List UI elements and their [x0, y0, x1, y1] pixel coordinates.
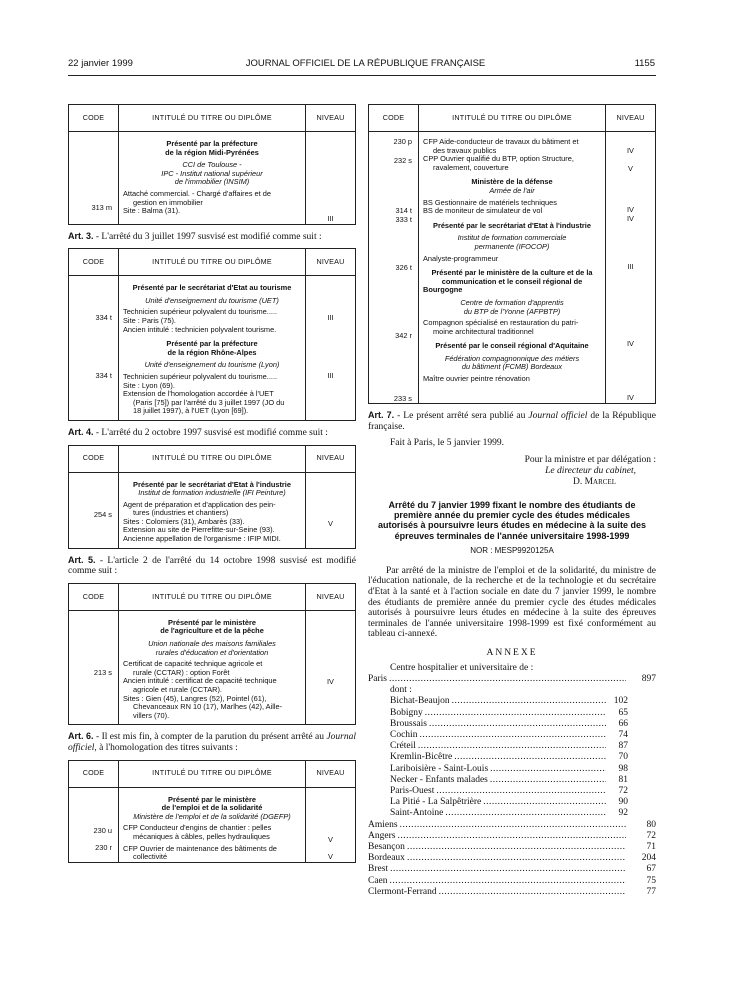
- paris-sites-list: [368, 696, 656, 819]
- section-heading: Présenté par le conseil régional d'Aquitaine: [435, 341, 589, 351]
- leader-dots: [436, 786, 606, 797]
- list-item: [368, 876, 656, 887]
- col-header-code: CODE: [69, 249, 119, 276]
- header-date: 22 janvier 1999: [68, 58, 133, 69]
- article-text: - L'arrêté du 2 octobre 1997 susvisé est modifié comme suit :: [93, 427, 328, 438]
- student-count: 70: [618, 752, 628, 763]
- col-header-intitule: INTITULÉ DU TITRE OU DIPLÔME: [419, 105, 606, 132]
- section-heading: Présenté par le secrétariat d'Etat à l'industrie: [433, 220, 591, 230]
- diploma-note: Ancien intitulé : certificat de capacité technique: [123, 676, 277, 686]
- diploma-level: V: [628, 163, 633, 173]
- diploma-code: 254 s: [93, 509, 112, 519]
- student-count: 87: [618, 741, 628, 752]
- diploma-level: IV: [327, 676, 334, 686]
- section-heading: Présenté par le secrétariat d'Etat au tourisme: [132, 283, 292, 293]
- diploma-site: Site : Paris (75).: [123, 315, 176, 325]
- student-count: 75: [646, 875, 656, 886]
- article-text: , à l'homologation des titres suivants :: [94, 742, 238, 753]
- article-5: [68, 555, 356, 577]
- diploma-code: 314 t: [395, 206, 412, 216]
- article-text: - Il est mis fin, à compter de la parution du présent arrêté au: [93, 732, 327, 743]
- organism-name: rurales d'éducation et d'orientation: [155, 647, 269, 657]
- chu-name: Créteil: [390, 741, 416, 752]
- diploma-code: 313 m: [91, 203, 112, 212]
- col-header-niveau: NIVEAU: [606, 105, 656, 132]
- organism-name: Ministère de l'emploi et de la solidarité (DGEFP): [133, 811, 291, 821]
- student-count: 72: [646, 830, 656, 841]
- diploma-level: III: [327, 214, 334, 223]
- section-heading: Présenté par le ministère: [168, 617, 256, 627]
- student-count: 65: [618, 707, 628, 718]
- diploma-code: 334 t: [95, 313, 112, 323]
- diploma-title: Maître ouvrier peintre rénovation: [423, 374, 530, 384]
- list-item: [368, 887, 656, 898]
- leader-dots: [425, 708, 606, 719]
- leader-dots: [390, 864, 626, 875]
- chu-name: Bichat-Beaujon: [390, 696, 450, 707]
- student-count: 81: [618, 774, 628, 785]
- col-header-niveau: NIVEAU: [306, 105, 356, 132]
- article-label: Art. 4.: [68, 426, 94, 437]
- diploma-title: Attaché commercial. - Chargé d'affaires et de: [123, 188, 271, 198]
- left-column: [68, 104, 356, 863]
- list-item: [368, 696, 628, 707]
- chu-name: Caen: [368, 875, 388, 886]
- diploma-title: BS Gestionnaire de matériels techniques: [423, 197, 557, 207]
- diploma-code: 333 t: [395, 214, 412, 224]
- col-header-intitule: INTITULÉ DU TITRE OU DIPLÔME: [119, 583, 306, 610]
- student-count: 92: [618, 808, 628, 819]
- leader-dots: [490, 764, 606, 775]
- cities-list: [368, 820, 656, 898]
- diploma-level: III: [327, 313, 334, 323]
- section-heading: communication et le conseil régional de: [441, 276, 583, 286]
- student-count: 72: [618, 785, 628, 796]
- diploma-table-1: [68, 104, 356, 225]
- diploma-site: Site : Balma (31).: [123, 206, 181, 216]
- col-header-intitule: INTITULÉ DU TITRE OU DIPLÔME: [119, 105, 306, 132]
- table-row: [69, 132, 356, 225]
- leader-dots: [407, 842, 626, 853]
- list-item: [368, 764, 628, 775]
- leader-dots: [397, 831, 626, 842]
- list-item: [368, 741, 628, 752]
- chu-name: Paris-Ouest: [390, 785, 435, 796]
- diploma-code: 326 t: [395, 263, 412, 273]
- diploma-level: V: [328, 518, 333, 528]
- header-journal-title: JOURNAL OFFICIEL DE LA RÉPUBLIQUE FRANÇAISE: [245, 58, 486, 69]
- student-count: 66: [618, 718, 628, 729]
- section-heading: de la région Midi-Pyrénées: [165, 147, 259, 157]
- article-text: de la République française.: [368, 411, 656, 432]
- student-count: 67: [646, 864, 656, 875]
- table-row: [69, 276, 356, 421]
- col-header-code: CODE: [69, 105, 119, 132]
- section-heading: de la région Rhône-Alpes: [167, 347, 257, 357]
- diploma-title: CFP Aide-conducteur de travaux du bâtiment et: [423, 137, 579, 146]
- diploma-code: 342 r: [395, 330, 412, 340]
- article-3: [68, 231, 356, 243]
- organism-name: IPC - Institut national supérieur: [161, 168, 263, 178]
- organism-name: du bâtiment (FCMB) Bordeaux: [461, 362, 563, 372]
- diploma-level: IV: [627, 338, 634, 348]
- col-header-niveau: NIVEAU: [306, 445, 356, 472]
- list-item: [368, 674, 656, 685]
- chu-name: Bobigny: [390, 707, 423, 718]
- diploma-level: III: [327, 370, 334, 380]
- diploma-title: CFP Conducteur d'engins de chantier : pelles: [123, 823, 272, 833]
- diploma-code: 230 u: [93, 825, 112, 835]
- signature-line: Pour la ministre et par délégation :: [524, 454, 656, 465]
- chu-name: Saint-Antoine: [390, 808, 444, 819]
- diploma-title: moine architectural traditionnel: [433, 326, 534, 336]
- diploma-site: Chevanceaux RN 10 (17), Marlhes (42), Aille-: [133, 702, 283, 712]
- organism-name: Union nationale des maisons familiales: [148, 639, 276, 649]
- diploma-title: Certificat de capacité technique agricole et: [123, 659, 263, 669]
- diploma-title: Agent de préparation et d'application des pein-: [123, 499, 276, 509]
- organism-name: de l'immobilier (INSIM): [174, 177, 250, 187]
- diploma-title: gestion en immobilier: [133, 197, 203, 207]
- diploma-title: CPP Ouvrier qualifié du BTP, option Structure,: [423, 154, 574, 164]
- signature-block: [368, 455, 656, 488]
- section-heading: Présenté par la préfecture: [166, 139, 258, 148]
- header-rule: [68, 75, 656, 76]
- list-item: [368, 719, 628, 730]
- list-item: [368, 752, 628, 763]
- diploma-title: BS de moniteur de simulateur de vol: [423, 206, 543, 216]
- chu-name: Besançon: [368, 841, 405, 852]
- section-heading: Présenté par le secrétariat d'Etat à l'industrie: [133, 479, 291, 489]
- list-item: [368, 775, 628, 786]
- diploma-title: des travaux publics: [433, 145, 497, 155]
- leader-dots: [400, 820, 626, 831]
- student-count: 71: [646, 841, 656, 852]
- section-heading: Présenté par la préfecture: [166, 339, 258, 349]
- diploma-level: V: [328, 852, 333, 862]
- annex-intro: Centre hospitalier et universitaire de :: [390, 662, 534, 673]
- decree-body: Par arrêté de la ministre de l'emploi et de la solidarité, du ministre de l'éducation nationale, de la recherche et de la technologie et du secrétaire d'Etat à la santé et à l'action sociale en date du 7 janvier 1999, le nombre des étudiants de première année du premier cycle des études médicales autorisés à poursuivre leurs études en médecine à la suite des épreuves terminales de l'année universitaire 1998-1999 est fixé conformément au tableau ci-annexé.: [368, 565, 656, 640]
- article-4: [68, 427, 356, 439]
- chu-name: Lariboisière - Saint-Louis: [390, 763, 489, 774]
- decree-title: Arrêté du 7 janvier 1999 fixant le nombre des étudiants de première année du premier cycle des études médicales autorisés à poursuivre leurs études en médecine à la suite des épreuves terminales de l'année universitaire 1998-1999: [377, 499, 647, 541]
- diploma-title: Technicien supérieur polyvalent du tourisme.....: [123, 307, 278, 317]
- diploma-table-3: [68, 445, 356, 549]
- article-label: Art. 6.: [68, 731, 94, 742]
- diploma-code: 213 s: [93, 667, 112, 677]
- section-heading: Présenté par le ministère de la culture et de la: [431, 268, 593, 278]
- section-heading: Bourgogne: [423, 285, 463, 295]
- dont-label: dont :: [390, 685, 412, 696]
- diploma-note: Ancien intitulé : technicien polyvalent tourisme.: [123, 324, 277, 334]
- col-header-intitule: INTITULÉ DU TITRE OU DIPLÔME: [119, 249, 306, 276]
- nor-reference: NOR : MESP9920125A: [470, 545, 554, 555]
- diploma-note: Extension de l'homologation accordée à l'UET: [123, 389, 274, 399]
- diploma-table-5: [68, 760, 356, 863]
- organism-name: permanente (IFOCOP): [474, 241, 550, 251]
- list-item: [368, 831, 656, 842]
- diploma-code: 230 r: [95, 843, 112, 853]
- diploma-level: IV: [627, 146, 634, 155]
- diploma-note: Ancienne appellation de l'organisme : IFIP MIDI.: [123, 534, 281, 544]
- col-header-intitule: INTITULÉ DU TITRE OU DIPLÔME: [119, 445, 306, 472]
- diploma-title: Technicien supérieur polyvalent du tourisme.....: [123, 371, 278, 381]
- list-item: [368, 820, 656, 831]
- leader-dots: [483, 797, 606, 808]
- chu-name: Cochin: [390, 729, 418, 740]
- table-row: [69, 610, 356, 725]
- article-label: Art. 5.: [68, 554, 96, 565]
- chu-name: Necker - Enfants malades: [390, 774, 488, 785]
- chu-name: Bordeaux: [368, 853, 405, 864]
- list-item: [368, 797, 628, 808]
- diploma-level: III: [627, 262, 634, 272]
- section-heading: de l'agriculture et de la pêche: [160, 626, 264, 636]
- chu-name: Kremlin-Bicêtre: [390, 752, 453, 763]
- leader-dots: [407, 853, 626, 864]
- diploma-title: tures (industries et chantiers): [133, 508, 229, 518]
- col-header-code: CODE: [69, 445, 119, 472]
- diploma-note: agricole et rurale (CCTAR).: [133, 685, 222, 694]
- chu-name: Amiens: [368, 819, 398, 830]
- diploma-table-6: [368, 104, 656, 404]
- list-item: [368, 786, 628, 797]
- diploma-level: V: [328, 834, 333, 844]
- organism-name: CCI de Toulouse -: [182, 160, 242, 170]
- leader-dots: [490, 775, 606, 786]
- annex-heading: ANNEXE: [486, 647, 538, 658]
- signature-line: Le directeur du cabinet,: [545, 465, 636, 476]
- student-count: 90: [618, 797, 628, 808]
- article-label: Art. 7.: [368, 410, 395, 421]
- section-heading: Présenté par le ministère: [168, 794, 256, 804]
- col-header-code: CODE: [369, 105, 419, 132]
- chu-name: Clermont-Ferrand: [368, 886, 437, 897]
- header-page-number: 1155: [634, 58, 655, 69]
- diploma-title: Analyste-programmeur: [423, 253, 499, 263]
- organism-name: Unité d'enseignement du tourisme (UET): [145, 295, 279, 305]
- diploma-site: Sites : Gien (45), Langres (52), Pointel (61),: [123, 693, 267, 703]
- chu-name: La Pitié - La Salpêtrière: [390, 797, 482, 808]
- col-header-code: CODE: [69, 760, 119, 787]
- chu-name: Angers: [368, 830, 396, 841]
- list-item: [368, 808, 628, 819]
- organism-name: Unité d'enseignement du tourisme (Lyon): [144, 360, 280, 370]
- col-header-niveau: NIVEAU: [306, 760, 356, 787]
- diploma-site: Extension au site de Pierrefitte-sur-Seine (93).: [123, 525, 275, 535]
- leader-dots: [389, 674, 626, 685]
- diploma-title: collectivité: [133, 852, 168, 862]
- journal-name: Journal officiel: [528, 411, 588, 422]
- article-text: - Le présent arrêté sera publié au: [394, 411, 529, 422]
- leader-dots: [390, 876, 626, 887]
- diploma-level: IV: [627, 392, 634, 402]
- organism-name: Institut de formation industrielle (IFI Peinture): [138, 488, 286, 498]
- diploma-site: Sites : Colomiers (31), Ambarès (33).: [123, 516, 245, 526]
- leader-dots: [445, 808, 606, 819]
- diploma-code: 334 t: [95, 370, 112, 380]
- diploma-level: IV: [627, 205, 634, 215]
- diploma-title: CFP Ouvrier de maintenance des bâtiments de: [123, 843, 277, 853]
- organism-name: Armée de l'air: [489, 185, 535, 195]
- table-row: [69, 472, 356, 548]
- col-header-code: CODE: [69, 583, 119, 610]
- diploma-title: ravalement, couverture: [433, 162, 509, 172]
- organism-name: du BTP de l'Yonne (AFPBTP): [463, 306, 561, 316]
- col-header-intitule: INTITULÉ DU TITRE OU DIPLÔME: [119, 760, 306, 787]
- student-count: 897: [641, 673, 656, 684]
- article-7: [368, 410, 656, 432]
- diploma-site: Site : Lyon (69).: [123, 380, 175, 390]
- section-heading: Ministère de la défense: [471, 177, 553, 187]
- list-item: [368, 864, 656, 875]
- leader-dots: [452, 696, 606, 707]
- student-count: 74: [618, 729, 628, 740]
- leader-dots: [454, 752, 606, 763]
- leader-dots: [418, 741, 606, 752]
- leader-dots: [439, 887, 626, 898]
- article-text: - L'arrêté du 3 juillet 1997 susvisé est modifié comme suit :: [93, 231, 322, 242]
- chu-name: Brest: [368, 864, 389, 875]
- student-count: 80: [646, 819, 656, 830]
- list-item: [368, 842, 656, 853]
- diploma-note: (Paris [75]) par l'arrêté du 3 juillet 1997 (JO du: [133, 397, 285, 407]
- article-6: [68, 731, 356, 753]
- diploma-site: villers (70).: [133, 710, 170, 720]
- organism-name: Institut de formation commerciale: [457, 233, 567, 243]
- diploma-title: Compagnon spécialisé en restauration du patri-: [423, 318, 579, 328]
- col-header-niveau: NIVEAU: [306, 583, 356, 610]
- student-count: 98: [618, 763, 628, 774]
- table-row: [69, 787, 356, 862]
- organism-name: Fédération compagnonnique des métiers: [444, 353, 580, 363]
- student-count: 204: [641, 853, 656, 864]
- student-count: 102: [613, 696, 628, 707]
- diploma-title: rurale (CCTAR) : option Forêt: [133, 667, 230, 677]
- diploma-title: mécaniques à câbles, pelles hydrauliques: [133, 831, 270, 841]
- diploma-note: 18 juillet 1997), à l'UET (Lyon [69]).: [133, 406, 249, 416]
- table-row: [369, 132, 656, 404]
- section-heading: de l'emploi et de la solidarité: [161, 803, 263, 813]
- article-text: - L'article 2 de l'arrêté du 14 octobre 1998 susvisé est modifié comme suit :: [68, 555, 356, 577]
- list-item: [368, 730, 628, 741]
- diploma-code: 233 s: [393, 393, 412, 403]
- fait-a: Fait à Paris, le 5 janvier 1999.: [390, 438, 504, 449]
- chu-name: Broussais: [390, 718, 427, 729]
- diploma-table-4: [68, 583, 356, 726]
- right-column: [368, 104, 656, 898]
- list-item: [368, 853, 656, 864]
- list-item: [368, 708, 628, 719]
- article-label: Art. 3.: [68, 230, 94, 241]
- diploma-table-2: [68, 248, 356, 421]
- diploma-code: 232 s: [393, 155, 412, 165]
- journal-name: Journal officiel: [68, 732, 356, 753]
- diploma-level: IV: [627, 213, 634, 223]
- leader-dots: [419, 730, 606, 741]
- organism-name: Centre de formation d'apprentis: [460, 297, 564, 307]
- leader-dots: [429, 719, 606, 730]
- student-count: 77: [646, 886, 656, 897]
- signatory-name: D. Marcel: [572, 476, 616, 487]
- diploma-code: 230 p: [393, 137, 412, 146]
- col-header-niveau: NIVEAU: [306, 249, 356, 276]
- chu-name: Paris: [368, 673, 387, 684]
